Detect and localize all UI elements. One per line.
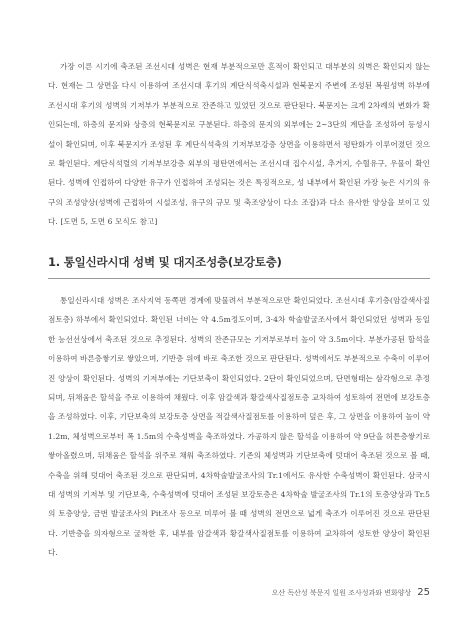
page-number: 25 — [417, 587, 430, 598]
page-footer — [272, 587, 430, 598]
running-footer-title: 오산 독산성 북문지 일원 조사성과와 변화양상 — [271, 589, 412, 597]
section-heading: 1. 통일신라시대 성벽 및 대지조성층(보강토층) — [48, 255, 282, 269]
body-paragraph-1: 가장 이른 시기에 축조된 조선시대 성벽은 현재 부분적으로만 흔적이 확인되고 대부분의 의벽은 확인되지 않는다. 현재는 그 상면을 다시 이용하여 조선시대 후기의 계단식석축시설과 현북문지 주변에 조성된 복원성벽 하부에 조선시대 후기의 성벽의 기저부가 부분적으로 잔존하고 있었던 것으로 판단된다. 북문지는 크게 2차례의 변화가 확인되는데, 하층의 문지와 상층의 현북문지로 구분된다. 하층의 문지의 외부에는 2~3단의 계단을 조성하여 등성시설이 확인되며, 이후 북문지가 조성된 후 계단식석축의 기저부보강층 상면을 이용하면서 평탄화가 이루어졌던 것으로 확인된다. 계단식석렬의 기저부보강층 외부의 평탄면에서는 조선시대 집수시설, 추거지, 수혈유구, 우물이 확인된다. 성벽에 인접하여 다양한 유구가 인접하여 조성되는 것은 특징적으로, 성 내부에서 확인된 가장 늦은 시기의 유구의 조성양상(성벽에 근접하여 시설조성, 유구의 규모 및 축조양상이 다소 조잡)과 다소 유사한 양상을 보이고 있다. [도면 5, 도면 6 모식도 참고] — [48, 62, 430, 227]
heading-underline — [48, 278, 430, 279]
body-paragraph-2: 통일신라시대 성벽은 조사지역 동쪽편 경계에 맞물려서 부분적으로만 확인되었다. 조선시대 후기층(암갈색사질점토층) 하부에서 확인되었다. 확인된 너비는 약 4.5m정도이며, 3·4차 학술발굴조사에서 확인되었던 성벽과 동일한 능선선상에서 축조된 것으로 추정된다. 성벽의 잔존규모는 기저부로부터 높이 약 3.5m이다. 부분가공된 할석을 이용하여 바른층쌓기로 쌓았으며, 기반층 위에 바로 축조한 것으로 판단된다. 성벽에서도 부분적으로 수축이 이루어진 양상이 확인된다. 성벽의 기저부에는 기단보축이 확인되었다. 2단이 확인되었으며, 단면형태는 삼각형으로 추정되며, 뒤채움은 할석을 주로 이용하여 채웠다. 이후 암갈색과 황갈색사질점토층 교차하여 성토하여 전면에 보강토층을 조성하였다. 이후, 기단보축의 보강토층 상면을 적갈색사질점토를 이용하여 덮은 후, 그 상면을 이용하여 높이 약 1.2m, 체성벽으로부터 폭 1.5m의 수축성벽을 축조하였다. 가공하지 않은 할석을 이용하여 약 9단을 허튼층쌓기로 쌓아올렸으며, 뒤채움은 할석을 위주로 채워 축조하였다. 기존의 체성벽과 기단보축에 덧대어 축조된 것으로 볼 때, 수축을 위해 덧대어 축조된 것으로 판단되며, 4차학술발굴조사의 Tr.1에서도 유사한 수축성벽이 확인된다. 삼국시대 성벽의 기저부 및 기단보축, 수축성벽에 덧대어 조성된 보강토층은 4차학술 발굴조사의 Tr.1의 토층양상과 Tr.5의 토층양상, 금번 발굴조사의 Pit조사 등으로 미루어 볼 때 성벽의 전면으로 넓게 축조가 이루어진 것으로 판단된다. 기반층을 의자형으로 굴착한 후, 내부를 암갈색과 황갈색사질점토를 이용하여 교차하여 성토한 양상이 확인된다. — [48, 296, 430, 558]
